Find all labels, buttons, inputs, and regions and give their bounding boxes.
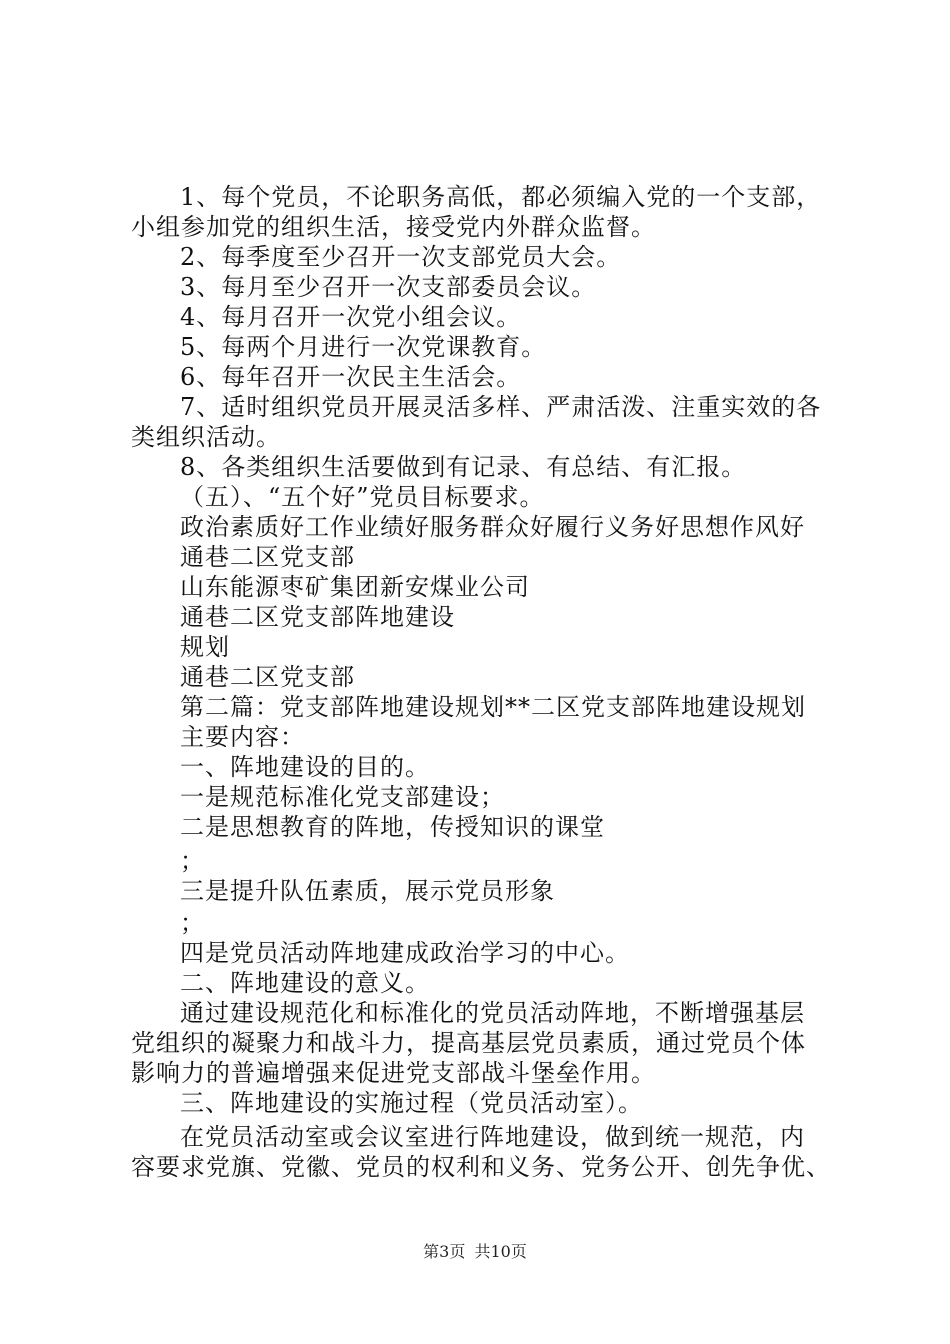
text-line: 8、各类组织生活要做到有记录、有总结、有汇报。	[180, 453, 747, 481]
text-line: 三是提升队伍素质，展示党员形象	[180, 877, 555, 905]
page-total: 共10页	[474, 1242, 527, 1261]
text-line: ；	[180, 847, 205, 875]
text-line: 二是思想教育的阵地，传授知识的课堂	[180, 813, 605, 841]
section-heading: 三、阵地建设的实施过程（党员活动室）。	[180, 1089, 643, 1117]
text-line: 通巷二区党支部	[180, 543, 355, 571]
text-line: 通巷二区党支部	[180, 663, 355, 691]
text-line: 容要求党旗、党徽、党员的权利和义务、党务公开、创先争优、	[131, 1153, 831, 1181]
text-line: 通过建设规范化和标准化的党员活动阵地，不断增强基层	[180, 999, 805, 1027]
text-line: 主要内容：	[180, 723, 305, 751]
section-heading: 一、阵地建设的目的。	[180, 753, 430, 781]
section-heading: 二、阵地建设的意义。	[180, 969, 430, 997]
text-line: 通巷二区党支部阵地建设	[180, 603, 455, 631]
text-line: 7、适时组织党员开展灵活多样、严肃活泼、注重实效的各	[180, 393, 822, 421]
text-line: 1、每个党员，不论职务高低，都必须编入党的一个支部，	[180, 183, 822, 211]
page-number: 第3页	[423, 1242, 466, 1261]
section-heading: （五）、“五个好”党员目标要求。	[180, 483, 545, 511]
text-line: 在党员活动室或会议室进行阵地建设，做到统一规范，内	[180, 1123, 805, 1151]
text-line: 影响力的普遍增强来促进党支部战斗堡垒作用。	[131, 1059, 656, 1087]
text-line: 党组织的凝聚力和战斗力，提高基层党员素质，通过党员个体	[131, 1029, 806, 1057]
text-line: 2、每季度至少召开一次支部党员大会。	[180, 243, 622, 271]
text-line: 山东能源枣矿集团新安煤业公司	[180, 573, 530, 601]
text-line: 政治素质好工作业绩好服务群众好履行义务好思想作风好	[180, 513, 805, 541]
page-footer	[0, 1241, 950, 1263]
text-line: 一是规范标准化党支部建设；	[180, 783, 505, 811]
text-line: ；	[180, 909, 205, 937]
text-line: 5、每两个月进行一次党课教育。	[180, 333, 547, 361]
text-line: 小组参加党的组织生活，接受党内外群众监督。	[131, 213, 656, 241]
text-line: 规划	[180, 633, 230, 661]
text-line: 6、每年召开一次民主生活会。	[180, 363, 522, 391]
section-heading: 第二篇：党支部阵地建设规划**二区党支部阵地建设规划	[180, 693, 806, 721]
text-line: 4、每月召开一次党小组会议。	[180, 303, 522, 331]
text-line: 四是党员活动阵地建成政治学习的中心。	[180, 939, 630, 967]
text-line: 类组织活动。	[131, 423, 281, 451]
text-line: 3、每月至少召开一次支部委员会议。	[180, 273, 597, 301]
